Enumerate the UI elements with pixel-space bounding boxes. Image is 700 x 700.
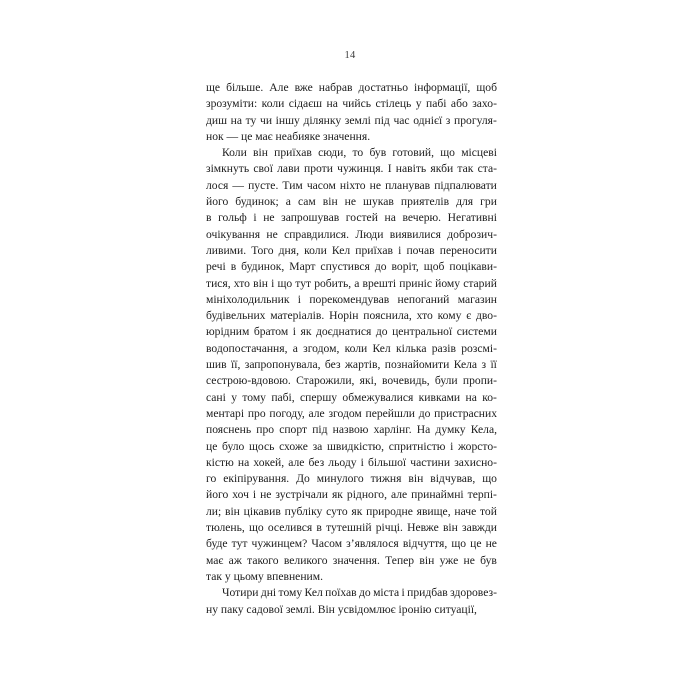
text-line: його будинок; а сам він не шукав приятелів для гри: [206, 195, 497, 209]
text-line: ли; він цікавив публіку суто як природне явище, наче той: [206, 504, 497, 518]
text-line: го екіпірування. До минулого тижня він відчував, що: [206, 472, 497, 486]
text-line: водопостачання, а згодом, коли Кел кілька разів розсмі-: [206, 341, 497, 355]
text-line: ментарі про погоду, але згодом перейшли до пристрасних: [206, 406, 497, 420]
text-line: Чотири дні тому Кел поїхав до міста і придбав здоровез-: [222, 586, 497, 600]
text-line: речі в будинок, Март спустився до воріт, щоб поцікави-: [206, 260, 497, 274]
paragraph: [206, 80, 497, 145]
text-line: нок — це має неабияке значення.: [206, 129, 371, 143]
text-line: тися, хто він і що тут робить, а врешті приніс йому старий: [206, 276, 497, 290]
text-line: ще більше. Але вже набрав достатньо інформації, щоб: [206, 81, 497, 94]
page-number: 14: [344, 50, 356, 61]
text-line: пояснень про спорт під назвою харлінг. На думку Кела,: [206, 423, 497, 437]
text-line: Коли він приїхав сюди, то був готовий, що місцеві: [222, 146, 497, 160]
text-line: зрозуміти: коли сідаєш на чийсь стілець у пабі або захо-: [206, 97, 497, 111]
text-line: юрідним братом і як доєднатися до центральної системи: [206, 325, 497, 339]
paragraph: [206, 145, 497, 585]
text-line: лося — пусте. Тим часом ніхто не планував підпалювати: [206, 178, 497, 192]
text-line: очікування не справдилися. Люди виявилися доброзич-: [206, 227, 497, 241]
text-line: шив її, запропонувала, без жартів, познайомити Кела з її: [206, 358, 497, 372]
text-line: ну паку садової землі. Він усвідомлює іронію ситуації,: [206, 602, 477, 616]
text-line: це було щось схоже за швидкістю, спритністю і жорсто-: [206, 439, 497, 453]
text-line: тюлень, що оселився в тутешній річці. Невже він завжди: [206, 521, 497, 535]
text-line: має аж такого великого значення. Тепер він уже не був: [206, 553, 497, 567]
text-line: буде тут чужинцем? Часом з’являлося відчуття, що це не: [206, 537, 497, 551]
text-line: кістю на хокей, але без льоду і більшої частини захисно-: [206, 455, 497, 469]
text-line: будівельних матеріалів. Норін пояснила, хто кому є дво-: [206, 309, 497, 323]
text-line: зімкнуть свої лави проти чужинця. І навіть якби так ста-: [206, 162, 497, 176]
text-block: [206, 80, 497, 618]
text-line: сестрою-вдовою. Старожили, які, вочевидь, були пропи-: [206, 374, 497, 388]
text-line: ливими. Того дня, коли Кел приїхав і почав переносити: [206, 243, 497, 257]
text-line: диш на ту чи іншу ділянку землі під час однієї з прогуля-: [206, 113, 497, 127]
text-line: так у цьому впевненим.: [206, 569, 323, 583]
text-line: в гольф і не запрошував гостей на вечерю. Негативні: [206, 211, 497, 225]
text-line: його хоч і не зустрічали як рідного, але принаймні терпі-: [206, 488, 497, 502]
text-line: сані у тому пабі, спершу обмежувалися кивками на ко-: [206, 390, 497, 404]
text-line: мініхолодильник і порекомендував непоганий магазин: [206, 292, 497, 306]
paragraph: [206, 585, 497, 618]
